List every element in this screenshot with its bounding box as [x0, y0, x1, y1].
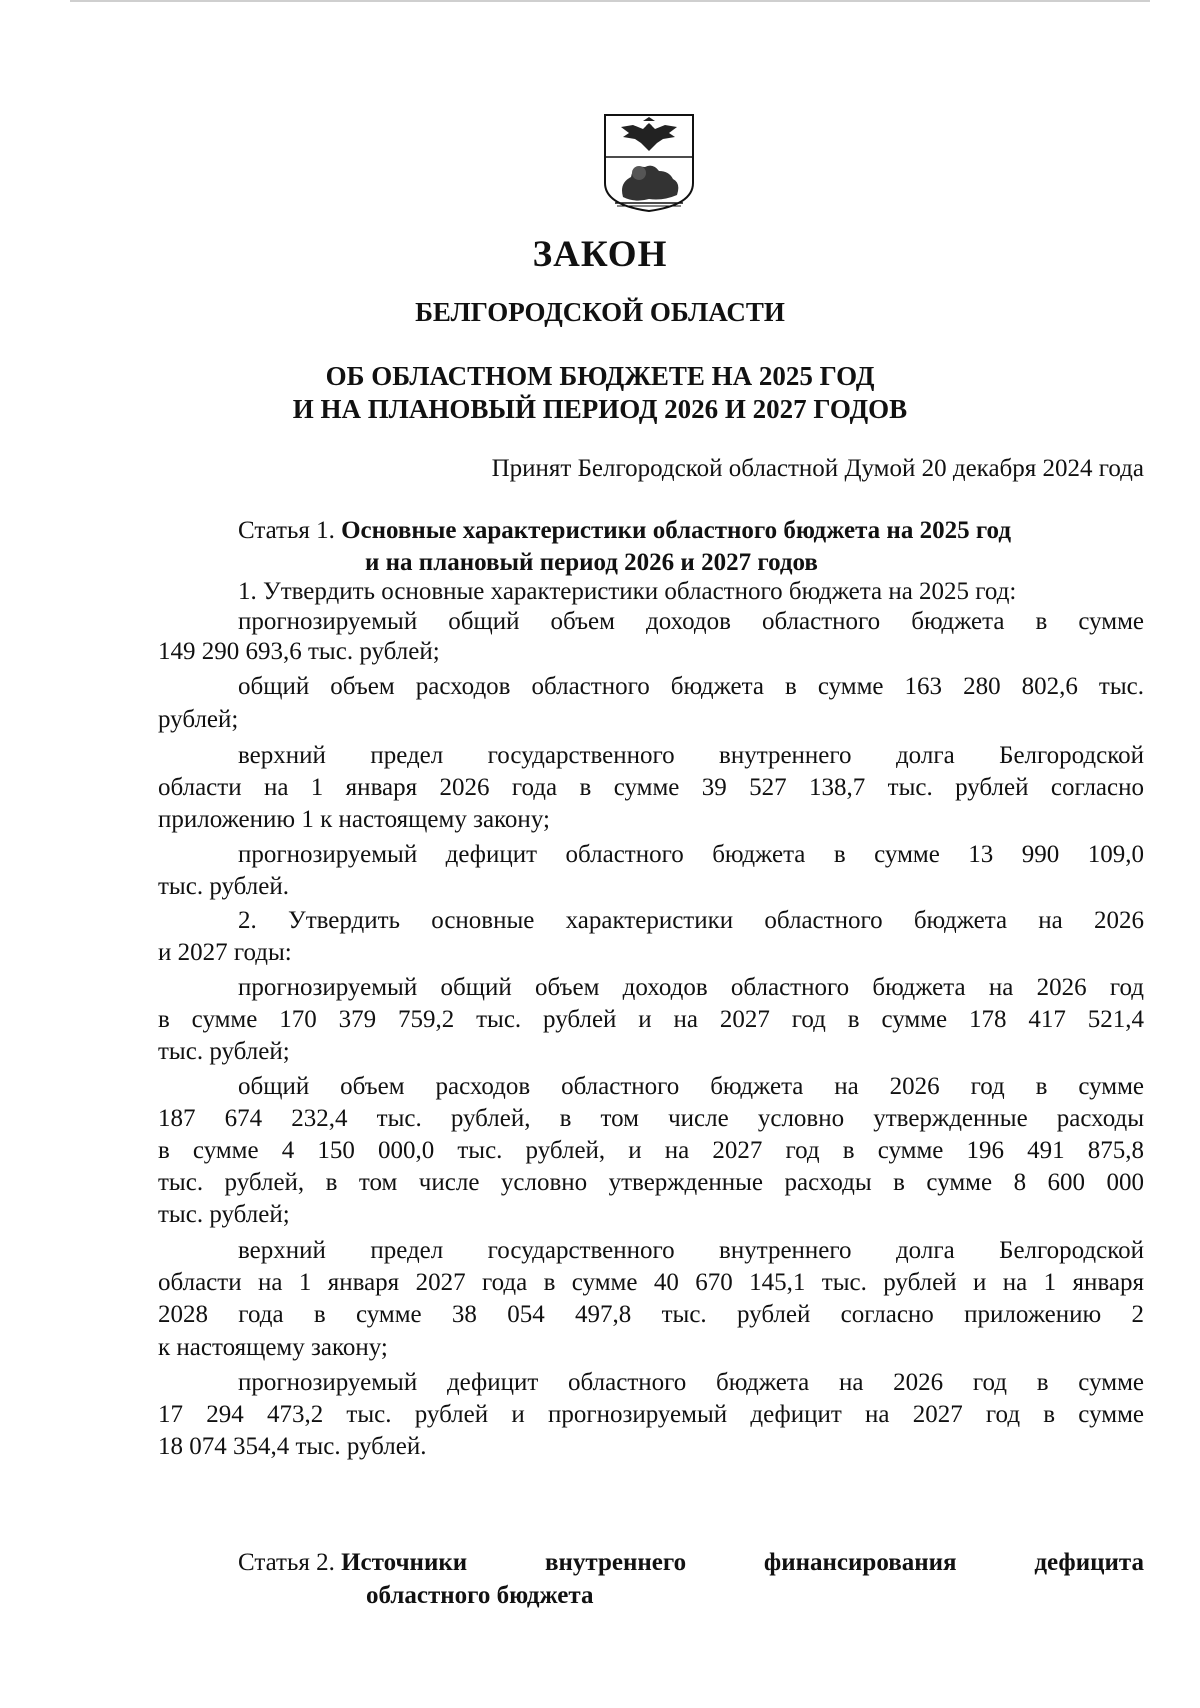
article1-line: к настоящему закону; [158, 1334, 388, 1361]
article1-line: в сумме 4 150 000,0 тыс. рублей, и на 2027 год в сумме 196 491 875,8 [158, 1137, 1144, 1164]
article1-line: прогнозируемый дефицит областного бюджета в сумме 13 990 109,0 [238, 841, 1144, 868]
article2-title-word: внутреннего [544, 1549, 687, 1576]
article1-line: 17 294 473,2 тыс. рублей и прогнозируемый дефицит на 2027 год в сумме [158, 1401, 1144, 1428]
article1-title-line1: Основные характеристики областного бюджета на 2025 год [341, 517, 1011, 544]
article1-line: 1. Утвердить основные характеристики областного бюджета на 2025 год: [238, 578, 1017, 605]
article1-line: 149 290 693,6 тыс. рублей; [158, 638, 440, 665]
article1-line: общий объем расходов областного бюджета в сумме 163 280 802,6 тыс. [238, 673, 1144, 700]
article1-line: рублей; [158, 706, 239, 733]
article1-heading [238, 515, 1144, 579]
article2-number: Статья 2. [238, 1549, 335, 1576]
article1-line: прогнозируемый дефицит областного бюджета на 2026 год в сумме [238, 1369, 1144, 1396]
article1-line: области на 1 января 2026 года в сумме 39 527 138,7 тыс. рублей согласно [158, 774, 1144, 801]
article1-line: верхний предел государственного внутреннего долга Белгородской [238, 1237, 1144, 1264]
article2-title-word: дефицита [1034, 1549, 1144, 1576]
article1-line: тыс. рублей; [158, 1201, 290, 1228]
region-heading: БЕЛГОРОДСКОЙ ОБЛАСТИ [415, 297, 785, 327]
article1-line: прогнозируемый общий объем доходов областного бюджета в сумме [238, 608, 1144, 635]
subject-heading-line1: ОБ ОБЛАСТНОМ БЮДЖЕТЕ НА 2025 ГОД [325, 361, 875, 391]
article1-line: приложению 1 к настоящему закону; [158, 806, 550, 833]
article1-line: 2028 года в сумме 38 054 497,8 тыс. рублей согласно приложению 2 [158, 1301, 1144, 1328]
article1-line: тыс. рублей, в том числе условно утвержденные расходы в сумме 8 600 000 [158, 1169, 1144, 1196]
article2-title-word: Источники [341, 1549, 468, 1576]
article1-line: верхний предел государственного внутреннего долга Белгородской [238, 742, 1144, 769]
article1-number: Статья 1. [238, 517, 335, 544]
article1-line: общий объем расходов областного бюджета на 2026 год в сумме [238, 1073, 1144, 1100]
article1-line: в сумме 170 379 759,2 тыс. рублей и на 2027 год в сумме 178 417 521,4 [158, 1006, 1144, 1033]
article1-line: и 2027 годы: [158, 939, 292, 966]
article1-line: 18 074 354,4 тыс. рублей. [158, 1433, 427, 1460]
article1-line: тыс. рублей. [158, 873, 289, 900]
article2-number-and-first-word [238, 1549, 467, 1577]
article1-line: области на 1 января 2027 года в сумме 40 670 145,1 тыс. рублей и на 1 января [158, 1269, 1144, 1296]
coat-of-arms-emblem [603, 113, 695, 213]
article1-line: прогнозируемый общий объем доходов областного бюджета на 2026 год [238, 974, 1144, 1001]
adoption-note: Принят Белгородской областной Думой 20 декабря 2024 года [491, 455, 1144, 482]
document-title: ЗАКОН [532, 234, 668, 275]
article2-heading [238, 1549, 1144, 1577]
article1-line: 187 674 232,4 тыс. рублей, в том числе условно утвержденные расходы [158, 1105, 1144, 1132]
subject-heading-line2: И НА ПЛАНОВЫЙ ПЕРИОД 2026 И 2027 ГОДОВ [292, 394, 908, 424]
article2-title-line2: областного бюджета [366, 1582, 594, 1609]
article1-line: 2. Утвердить основные характеристики областного бюджета на 2026 [238, 907, 1144, 934]
article1-line: тыс. рублей; [158, 1038, 290, 1065]
article2-title-word: финансирования [763, 1549, 957, 1576]
top-edge-line [70, 0, 1150, 2]
article1-title-line2: и на плановый период 2026 и 2027 годов [365, 549, 818, 576]
